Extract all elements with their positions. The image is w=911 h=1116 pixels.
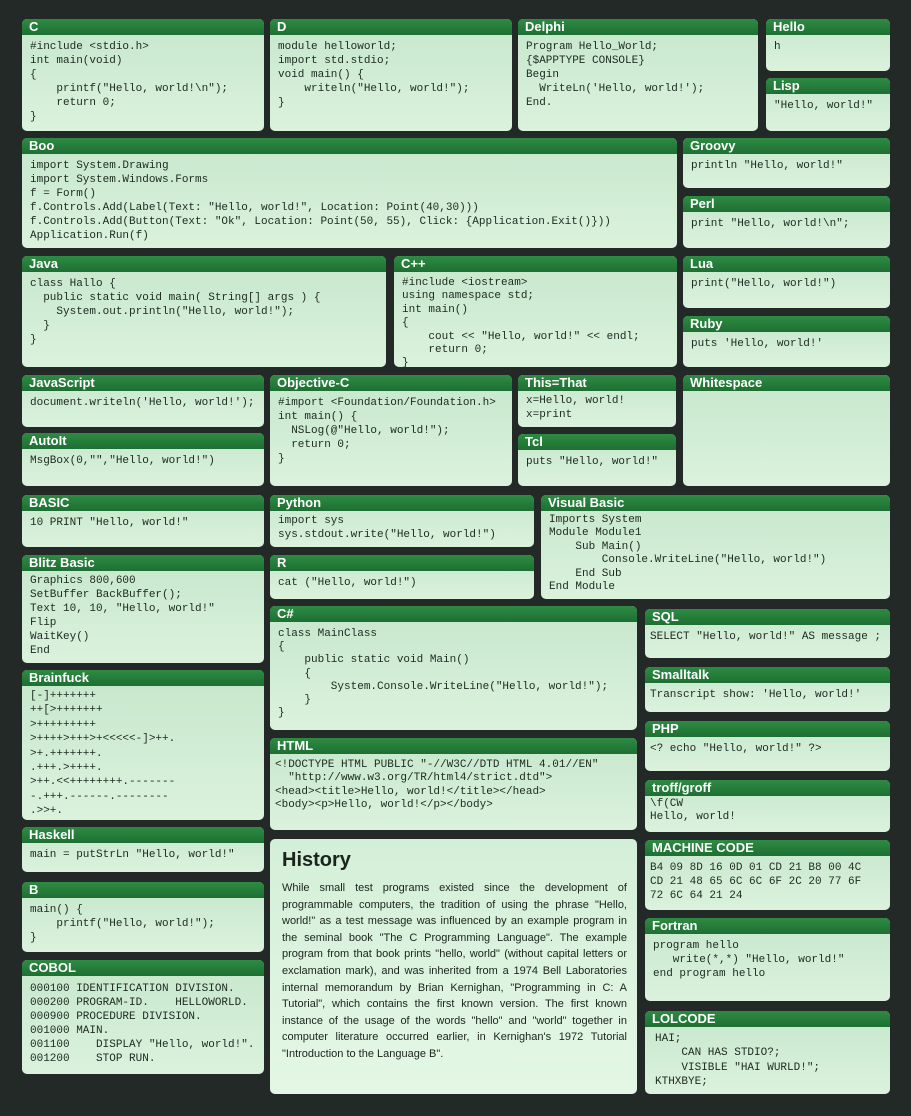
- card-autoit: [22, 433, 264, 486]
- card-title: Hello: [766, 19, 890, 35]
- code-block: Transcript show: 'Hello, world!': [650, 689, 862, 701]
- code-block: class Hallo { public static void main( String[] args ) { System.out.println("Hello, world!"); } }: [30, 278, 321, 346]
- history-body: While small test programs existed since the development of programmable computers, the tradition of using the phrase "Hello, world!" as a test message was influenced by an example program in the seminal book "The C Programming Language". The example program from that book prints "hello, world" (without capital letters or exclamation mark), and was inherited from a 1974 Bell Laboratories internal memorandum by Brian Kernighan, "Programming in C: A Tutorial", which contains the first known version. The first known instance of the usage of the words "hello" and "world" together in computer literature occurred earlier, in Kernighan's 1972 Tutorial "Introduction to the Language B".: [282, 882, 627, 1060]
- card-title: Haskell: [22, 827, 264, 843]
- code-block: [683, 391, 890, 396]
- card-cpp: [394, 256, 677, 367]
- card-title: Java: [22, 256, 386, 272]
- card-brainfuck: [22, 670, 264, 820]
- code-block: puts 'Hello, world!': [691, 338, 824, 350]
- card-title: Objective-C: [270, 375, 512, 391]
- card-title: Boo: [22, 138, 677, 154]
- code-block: Imports System Module Module1 Sub Main() Console.WriteLine("Hello, world!") End Sub End Module: [549, 514, 827, 594]
- card-title: Blitz Basic: [22, 555, 264, 571]
- card-basic: [22, 495, 264, 547]
- code-block: HAI; CAN HAS STDIO?; VISIBLE "HAI WURLD!"; KTHXBYE;: [655, 1033, 821, 1089]
- card-title: Groovy: [683, 138, 890, 154]
- card-hello: [766, 19, 890, 71]
- card-groovy: [683, 138, 890, 188]
- code-block: #include <stdio.h> int main(void) { printf("Hello, world!\n"); return 0; }: [30, 41, 229, 123]
- card-title: B: [22, 882, 264, 898]
- code-block: class MainClass { public static void Main() { System.Console.WriteLine("Hello, world!"); } }: [278, 628, 609, 720]
- card-cobol: [22, 960, 264, 1074]
- code-block: <!DOCTYPE HTML PUBLIC "-//W3C//DTD HTML 4.01//EN" "http://www.w3.org/TR/html4/strict.dtd"> <head><title>Hello, world!</title></head> <body><p>Hello, world!</p></body>: [275, 759, 599, 812]
- card-objective-c: [270, 375, 512, 486]
- card-sql: [645, 609, 890, 658]
- card-lua: [683, 256, 890, 308]
- card-title: BASIC: [22, 495, 264, 511]
- code-block: 10 PRINT "Hello, world!": [30, 517, 189, 529]
- card-javascript: [22, 375, 264, 427]
- card-ruby: [683, 316, 890, 367]
- card-haskell: [22, 827, 264, 872]
- card-title: Ruby: [683, 316, 890, 332]
- card-title: JavaScript: [22, 375, 264, 391]
- card-title: R: [270, 555, 534, 571]
- code-block: [-]+++++++ ++[>+++++++ >+++++++++ >++++>+++>+<<<<<-]>++. >+.+++++++. .+++.>++++. >++.<<++++++++.------- -.+++.------.-------- .>>+.: [30, 690, 176, 818]
- code-block: #include <iostream> using namespace std; int main() { cout << "Hello, world!" << endl; return 0; }: [402, 277, 640, 367]
- code-block: main = putStrLn "Hello, world!": [30, 849, 235, 861]
- card-lolcode: [645, 1011, 890, 1094]
- card-title: AutoIt: [22, 433, 264, 449]
- code-block: main() { printf("Hello, world!"); }: [30, 904, 215, 944]
- code-block: import sys sys.stdout.write("Hello, world!"): [278, 515, 496, 541]
- code-block: program hello write(*,*) "Hello, world!" end program hello: [653, 940, 845, 980]
- card-title: C#: [270, 606, 637, 622]
- code-block: Graphics 800,600 SetBuffer BackBuffer(); Text 10, 10, "Hello, world!" Flip WaitKey() End: [30, 575, 215, 657]
- code-block: \f(CW Hello, world!: [650, 798, 736, 824]
- code-block: B4 09 8D 16 0D 01 CD 21 B8 00 4C CD 21 48 65 6C 6C 6F 2C 20 77 6F 72 6C 64 21 24: [650, 862, 862, 902]
- card-troff-groff: [645, 780, 890, 832]
- card-this-that: [518, 375, 676, 427]
- card-title: Tcl: [518, 434, 676, 450]
- card-title: Visual Basic: [541, 495, 890, 511]
- card-title: SQL: [645, 609, 890, 625]
- card-blitz-basic: [22, 555, 264, 663]
- card-title: troff/groff: [645, 780, 890, 796]
- card-c: [22, 19, 264, 131]
- code-block: puts "Hello, world!": [526, 456, 659, 468]
- card-title: Python: [270, 495, 534, 511]
- code-block: 000100 IDENTIFICATION DIVISION. 000200 PROGRAM-ID. HELLOWORLD. 000900 PROCEDURE DIVISION. 001000 MAIN. 001100 DISPLAY "Hello, world!". 001200 STOP RUN.: [30, 983, 255, 1065]
- card-d: [270, 19, 512, 131]
- history-panel: [270, 839, 637, 1094]
- card-smalltalk: [645, 667, 890, 712]
- card-visual-basic: [541, 495, 890, 599]
- code-block: cat ("Hello, world!"): [278, 577, 417, 589]
- card-title: PHP: [645, 721, 890, 737]
- card-boo: [22, 138, 677, 248]
- card-delphi: [518, 19, 758, 131]
- card-java: [22, 256, 386, 367]
- code-block: x=Hello, world! x=print: [526, 395, 626, 421]
- card-title: Fortran: [645, 918, 890, 934]
- code-block: module helloworld; import std.stdio; void main() { writeln("Hello, world!"); }: [278, 41, 470, 109]
- card-title: COBOL: [22, 960, 264, 976]
- card-machine-code: [645, 840, 890, 910]
- card-title: D: [270, 19, 512, 35]
- code-block: "Hello, world!": [774, 100, 874, 112]
- code-block: #import <Foundation/Foundation.h> int main() { NSLog(@"Hello, world!"); return 0; }: [278, 397, 496, 465]
- card-whitespace: [683, 375, 890, 486]
- code-block: println "Hello, world!": [691, 160, 843, 172]
- card-title: Perl: [683, 196, 890, 212]
- card-fortran: [645, 918, 890, 1001]
- card-b: [22, 882, 264, 952]
- card-title: Brainfuck: [22, 670, 264, 686]
- card-r: [270, 555, 534, 599]
- code-block: <? echo "Hello, world!" ?>: [650, 743, 822, 755]
- card-title: HTML: [270, 738, 637, 754]
- card-title: Smalltalk: [645, 667, 890, 683]
- card-perl: [683, 196, 890, 248]
- card-title: C: [22, 19, 264, 35]
- code-block: MsgBox(0,"","Hello, world!"): [30, 455, 215, 467]
- code-block: document.writeln('Hello, world!');: [30, 397, 255, 409]
- code-block: import System.Drawing import System.Windows.Forms f = Form() f.Controls.Add(Label(Text: "Hello, world!", Location: Point(40,30))) f.Controls.Add(Button(Text: "Ok", Location: Point(50, 55), Click: {Application.Exit()})) Application.Run(f): [30, 160, 611, 242]
- card-title: LOLCODE: [645, 1011, 890, 1027]
- card-title: This=That: [518, 375, 676, 391]
- code-block: print "Hello, world!\n";: [691, 218, 850, 230]
- code-block: SELECT "Hello, world!" AS message ;: [650, 631, 882, 643]
- card-lisp: [766, 78, 890, 131]
- card-c-sharp: [270, 606, 637, 730]
- card-title: MACHINE CODE: [645, 840, 890, 856]
- code-block: h: [774, 41, 781, 53]
- code-block: Program Hello_World; {$APPTYPE CONSOLE} Begin WriteLn('Hello, world!'); End.: [526, 41, 705, 109]
- card-python: [270, 495, 534, 547]
- code-block: print("Hello, world!"): [691, 278, 837, 290]
- card-title: C++: [394, 256, 677, 272]
- card-html: [270, 738, 637, 830]
- card-title: Lua: [683, 256, 890, 272]
- card-title: Delphi: [518, 19, 758, 35]
- card-title: Whitespace: [683, 375, 890, 391]
- card-title: Lisp: [766, 78, 890, 94]
- history-title: History: [282, 849, 351, 871]
- card-tcl: [518, 434, 676, 486]
- card-php: [645, 721, 890, 771]
